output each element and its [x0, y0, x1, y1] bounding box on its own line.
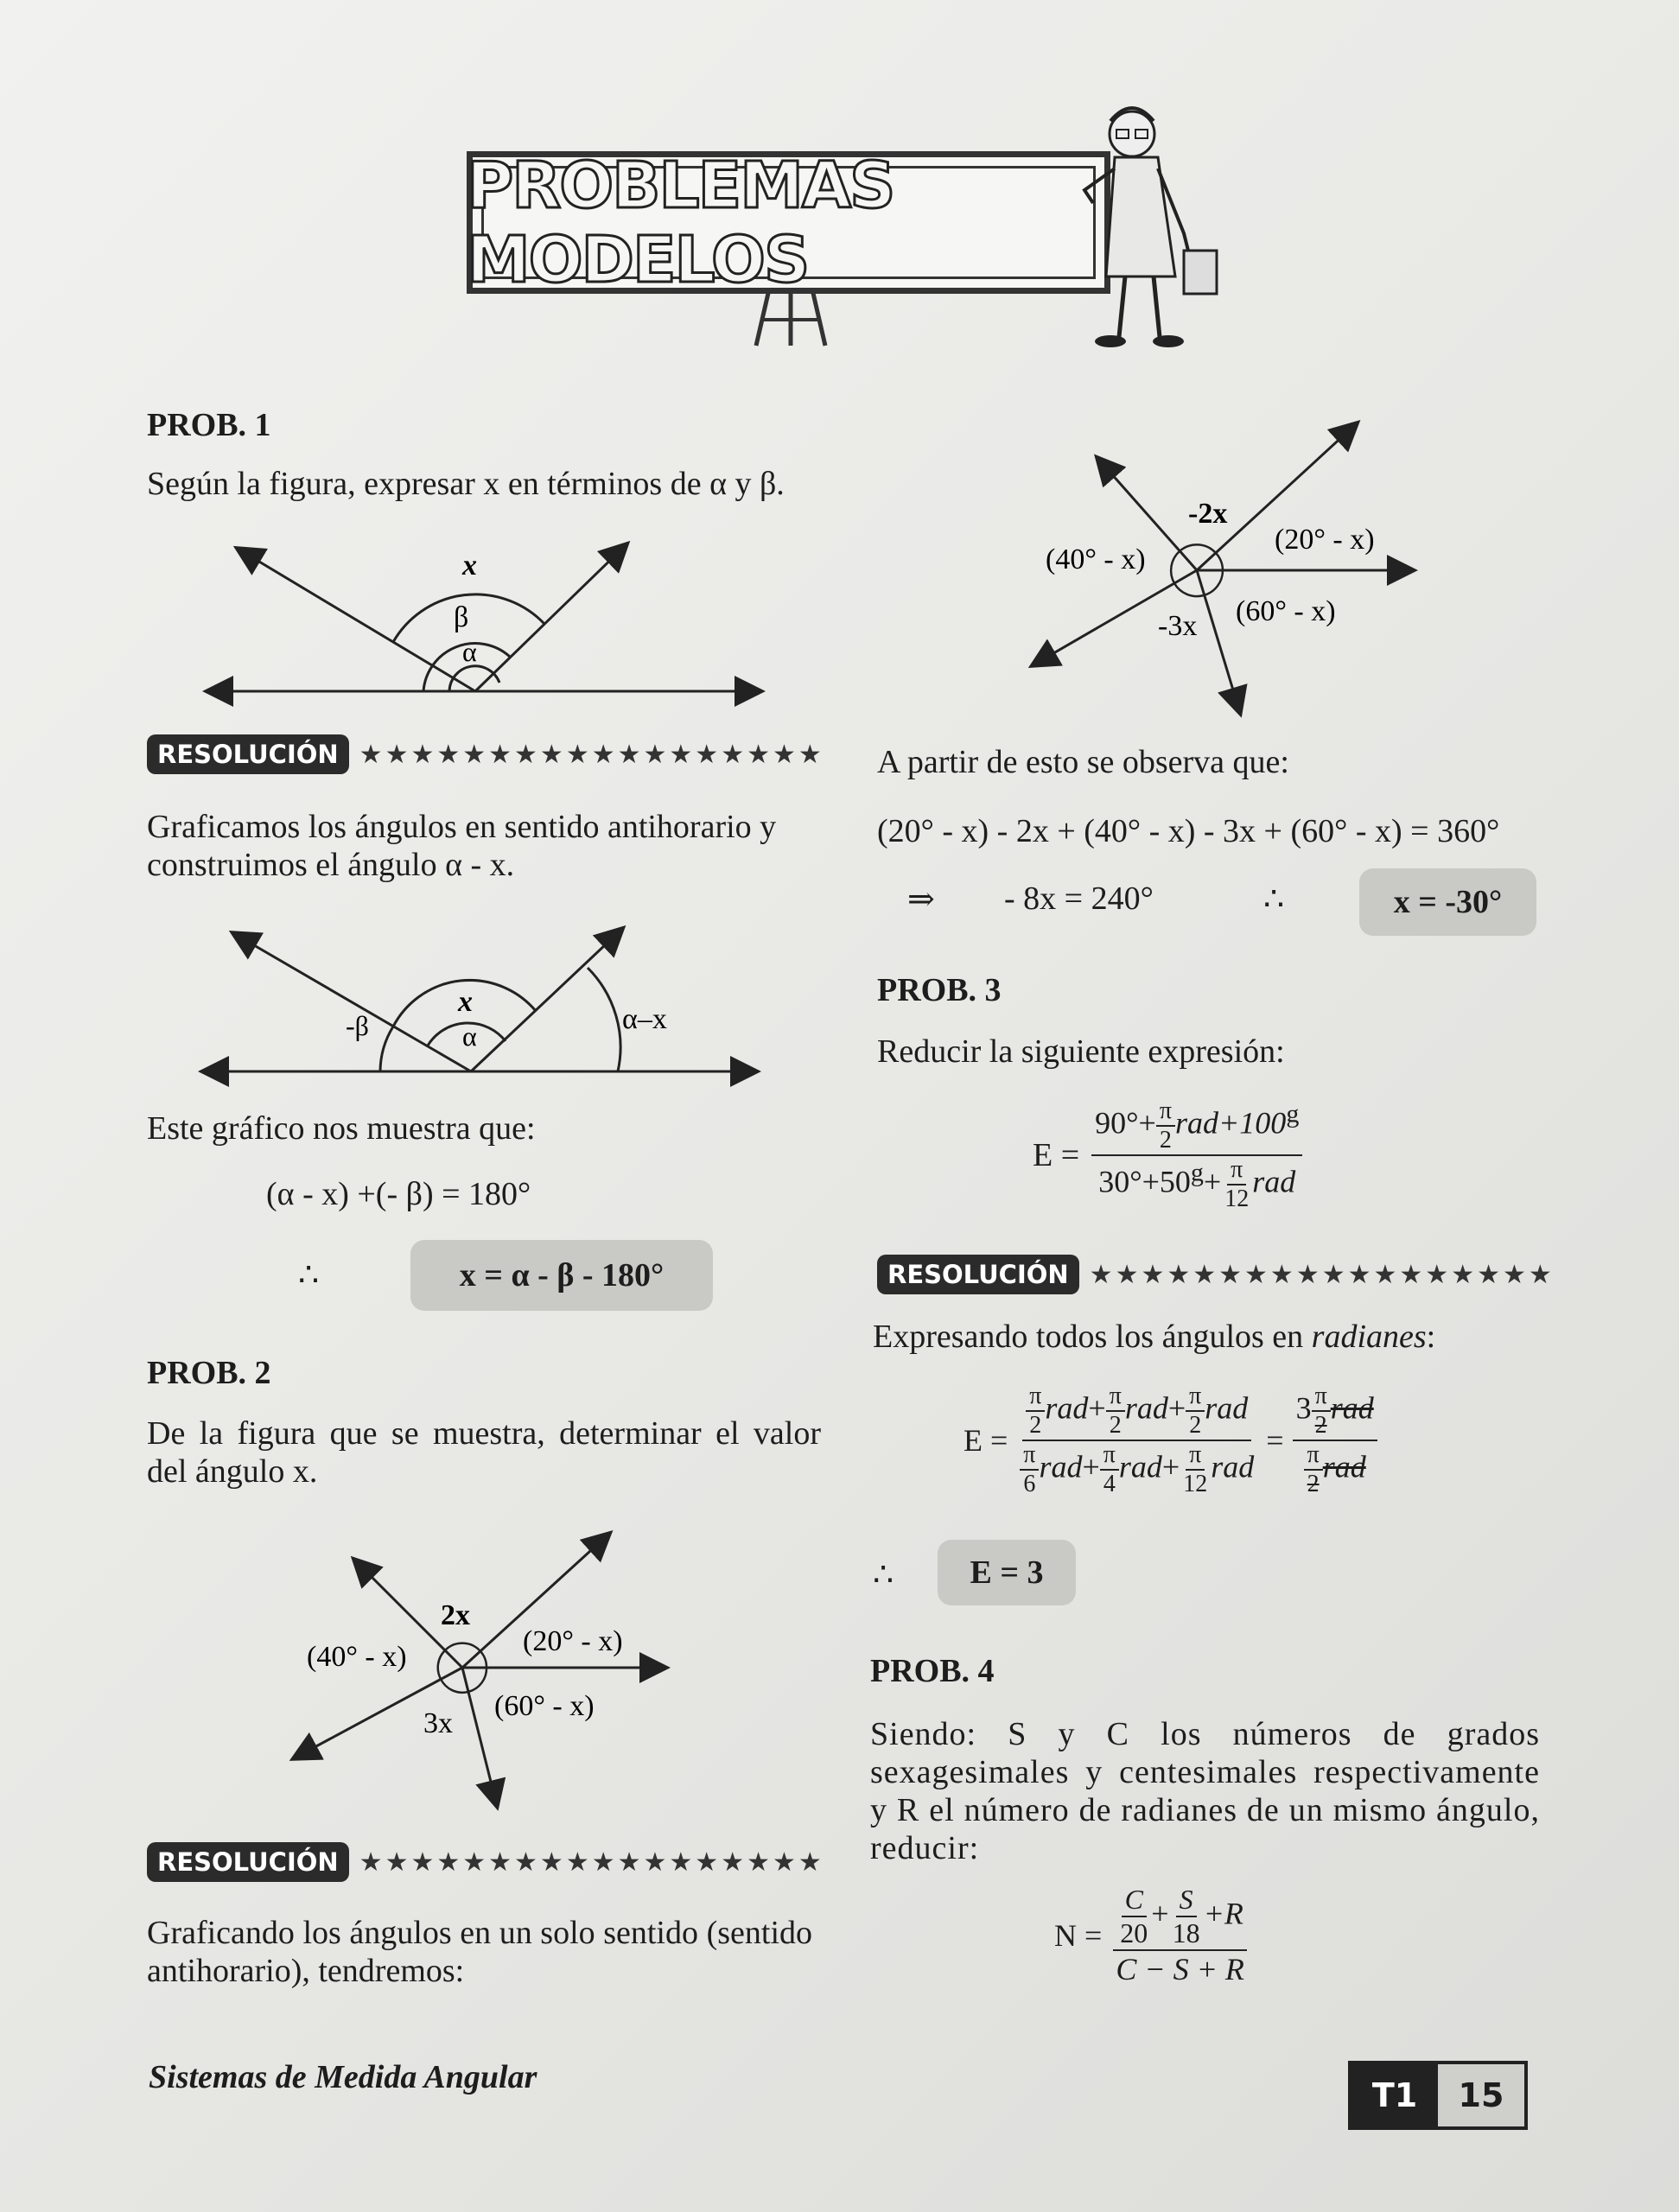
- prob3-res-text-b: radianes: [1311, 1319, 1427, 1355]
- pi: π: [1020, 1441, 1039, 1471]
- prob3-den-plus: +: [1203, 1164, 1222, 1199]
- page-number: 15: [1438, 2064, 1524, 2126]
- prob3-heading: PROB. 3: [877, 972, 1002, 1008]
- rad: rad: [1124, 1390, 1168, 1426]
- d2-cancelled: 2: [1307, 1471, 1320, 1497]
- prob3-num-a: 90°+: [1095, 1105, 1156, 1141]
- prob3-den-rad: rad: [1252, 1164, 1296, 1199]
- prob2-figure: [285, 1512, 683, 1815]
- prob4-N-label: N =: [1054, 1918, 1103, 1953]
- prob3-equals: =: [1266, 1423, 1284, 1458]
- prob2-resolution-text: Graficando los ángulos en un solo sentido (sentido antihorario), tendremos:: [147, 1915, 812, 1989]
- pi: π: [1312, 1382, 1331, 1412]
- prob3-num-2: 2: [1159, 1127, 1172, 1154]
- resolution-badge: RESOLUCIÓN: [147, 1842, 349, 1882]
- prob3-eq-label: E =: [964, 1423, 1008, 1458]
- prob3-statement: Reducir la siguiente expresión:: [877, 1033, 1285, 1070]
- prob2-right-fig-40-x: (40° - x): [1046, 543, 1146, 575]
- prob3-res-text-a: Expresando todos los ángulos en: [873, 1319, 1312, 1355]
- plus: +: [1088, 1390, 1106, 1426]
- d2: 2: [1189, 1412, 1202, 1439]
- prob1-result-box: x = α - β - 180°: [410, 1240, 713, 1311]
- fig2-x-label: x: [458, 986, 473, 1018]
- easel-legs-icon: [752, 289, 830, 350]
- professor-cartoon-icon: [1063, 95, 1253, 354]
- prob2-equation: (20° - x) - 2x + (40° - x) - 3x + (60° - x) = 360°: [877, 813, 1500, 849]
- twenty: 20: [1120, 1917, 1148, 1948]
- d6: 6: [1023, 1471, 1036, 1497]
- fig2-alpha-minus-x-label: α–x: [622, 1003, 667, 1035]
- pi: π: [1186, 1382, 1205, 1412]
- prob2-fig-40-x: (40° - x): [307, 1641, 407, 1673]
- prob3-rad-fraction: [1016, 1382, 1257, 1498]
- pi: π: [1026, 1382, 1045, 1412]
- prob1-figure: [199, 527, 786, 709]
- prob1-resolution-text: Graficamos los ángulos en sentido antihorario y construimos el ángulo α - x.: [147, 809, 777, 883]
- prob2-step: - 8x = 240°: [1004, 880, 1154, 917]
- prob2-right-fig-60-x: (60° - x): [1236, 595, 1336, 627]
- d2-cancelled: 2: [1314, 1412, 1327, 1439]
- prob3-den-pi: π: [1227, 1156, 1246, 1185]
- prob2-heading: PROB. 2: [147, 1355, 271, 1391]
- plus-R: +R: [1203, 1896, 1243, 1931]
- prob1-shows: Este gráfico nos muestra que:: [147, 1110, 536, 1147]
- fig1-alpha-label: α: [462, 636, 477, 667]
- prob3-radian-expression: [964, 1382, 1377, 1498]
- fig2-neg-beta-label: -β: [346, 1010, 369, 1041]
- plus: +: [1082, 1449, 1100, 1484]
- prob3-num-grad: g: [1286, 1099, 1300, 1128]
- prob3-therefore: ∴: [873, 1557, 894, 1593]
- rad: rad: [1039, 1449, 1083, 1484]
- prob4-heading: PROB. 4: [870, 1653, 995, 1689]
- d2: 2: [1029, 1412, 1042, 1439]
- resolution-badge: RESOLUCIÓN: [147, 734, 349, 774]
- prob3-res-text-c: :: [1426, 1319, 1436, 1355]
- prob3-resolution-text: [873, 1318, 1435, 1356]
- prob3-result-box: E = 3: [938, 1540, 1076, 1605]
- prob3-expression: [1033, 1097, 1302, 1213]
- prob3-main-fraction: [1091, 1097, 1302, 1213]
- prob3-num-rest: rad+100: [1175, 1105, 1287, 1141]
- prob4-fraction: [1112, 1884, 1248, 1987]
- rad-cancelled: rad: [1330, 1390, 1374, 1426]
- prob2-right-fig-neg3x: -3x: [1158, 610, 1198, 642]
- d4: 4: [1103, 1471, 1116, 1497]
- prob2-fig-20-x: (20° - x): [523, 1625, 623, 1657]
- C: C: [1122, 1884, 1147, 1917]
- prob3-den-12: 12: [1224, 1185, 1250, 1212]
- pi: π: [1304, 1441, 1323, 1471]
- prob2-fig-2x: 2x: [441, 1599, 470, 1631]
- prob3-num-pi: π: [1156, 1097, 1175, 1127]
- prob1-statement: Según la figura, expresar x en términos de α y β.: [147, 466, 785, 502]
- prob2-resolution-header: [147, 1842, 824, 1882]
- prob1-figure-2: [194, 916, 782, 1089]
- prob4-expression: [1054, 1884, 1248, 1987]
- banner-title: PROBLEMAS MODELOS: [467, 148, 894, 297]
- plus: +: [1161, 1449, 1180, 1484]
- rad-cancelled: rad: [1322, 1449, 1366, 1484]
- chapter-tab: T1: [1351, 2064, 1438, 2126]
- plus: +: [1151, 1896, 1169, 1931]
- fig2-alpha-label: α: [462, 1020, 477, 1052]
- prob2-observe: A partir de esto se observa que:: [877, 744, 1289, 780]
- prob1-heading: PROB. 1: [147, 407, 271, 443]
- prob3-den-a: 30°+50: [1098, 1164, 1191, 1199]
- rad: rad: [1205, 1390, 1249, 1426]
- rad: rad: [1045, 1390, 1089, 1426]
- rad: rad: [1118, 1449, 1162, 1484]
- star-divider: ★★★★★★★★★★★★★★★★★★: [359, 1847, 824, 1877]
- prob3-E-label: E =: [1033, 1137, 1080, 1173]
- rad: rad: [1211, 1449, 1255, 1484]
- prob2-fig-3x: 3x: [423, 1707, 453, 1739]
- page-tab: [1348, 2061, 1528, 2130]
- pi: π: [1106, 1382, 1125, 1412]
- prob2-statement: De la figura que se muestra, determinar el valor del ángulo x.: [147, 1415, 821, 1490]
- prob3-simplified-fraction: [1293, 1382, 1377, 1498]
- S: S: [1176, 1884, 1197, 1917]
- fig1-beta-label: β: [454, 601, 469, 633]
- plus: +: [1167, 1390, 1186, 1426]
- prob4-statement: Siendo: S y C los números de grados sexagesimales y centesimales respectivamente y R el número de radianes de un mismo ángulo, reducir:: [870, 1716, 1540, 1866]
- eighteen: 18: [1172, 1917, 1200, 1948]
- prob2-right-fig-20-x: (20° - x): [1275, 524, 1375, 556]
- prob4-denominator: C − S + R: [1116, 1952, 1244, 1986]
- star-divider: ★★★★★★★★★★★★★★★★★★: [359, 740, 824, 769]
- pi: π: [1186, 1441, 1205, 1471]
- prob3-resolution-header: [877, 1255, 1555, 1294]
- prob2-figure-right: [1024, 410, 1421, 721]
- prob1-therefore: ∴: [298, 1257, 320, 1294]
- prob2-fig-60-x: (60° - x): [494, 1690, 595, 1722]
- resolution-badge: RESOLUCIÓN: [877, 1255, 1079, 1294]
- d12: 12: [1183, 1471, 1208, 1497]
- pi: π: [1100, 1441, 1119, 1471]
- three: 3: [1295, 1390, 1312, 1426]
- prob2-implies: ⇒: [907, 881, 935, 918]
- d2: 2: [1109, 1412, 1122, 1439]
- prob3-den-grad: g: [1190, 1158, 1204, 1187]
- prob2-result-box: x = -30°: [1359, 868, 1536, 936]
- prob1-equation: (α - x) +(- β) = 180°: [266, 1176, 531, 1212]
- star-divider: ★★★★★★★★★★★★★★★★★★: [1089, 1260, 1555, 1289]
- fig1-x-label: x: [462, 550, 477, 582]
- prob1-resolution-header: [147, 734, 824, 774]
- footer-title: Sistemas de Medida Angular: [149, 2059, 537, 2095]
- prob2-right-fig-neg2x: -2x: [1188, 498, 1228, 530]
- prob2-therefore: ∴: [1263, 881, 1285, 918]
